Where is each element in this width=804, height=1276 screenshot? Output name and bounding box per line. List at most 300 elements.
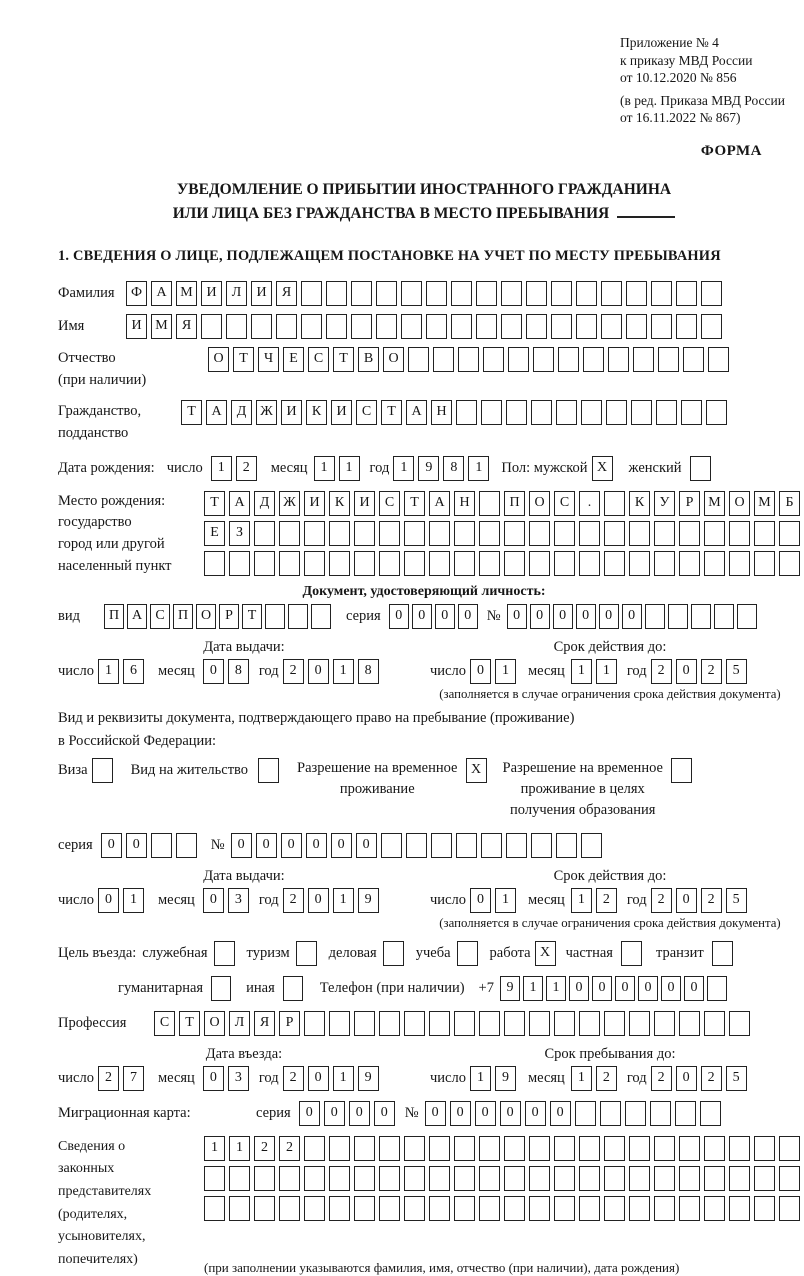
char-cell[interactable] [426, 314, 447, 339]
char-cell[interactable] [554, 551, 575, 576]
char-cell[interactable] [754, 551, 775, 576]
char-cell[interactable] [504, 521, 525, 546]
char-cell[interactable] [479, 1136, 500, 1161]
char-cell[interactable] [533, 347, 554, 372]
char-cell[interactable] [229, 1196, 250, 1221]
char-cell[interactable] [176, 833, 197, 858]
char-cell[interactable]: 2 [701, 888, 722, 913]
char-cell[interactable]: 0 [676, 1066, 697, 1091]
char-cell[interactable]: 0 [507, 604, 527, 629]
char-cell[interactable] [504, 1011, 525, 1036]
char-cell[interactable] [779, 1136, 800, 1161]
char-cell[interactable]: 1 [571, 659, 592, 684]
char-cell[interactable] [376, 281, 397, 306]
char-cell[interactable] [201, 314, 222, 339]
char-cell[interactable] [579, 1011, 600, 1036]
char-cell[interactable]: 0 [592, 976, 612, 1001]
char-cell[interactable] [329, 521, 350, 546]
char-cell[interactable] [254, 1196, 275, 1221]
char-cell[interactable]: 0 [458, 604, 478, 629]
char-cell[interactable] [654, 1011, 675, 1036]
char-cell[interactable] [404, 1136, 425, 1161]
char-cell[interactable] [301, 314, 322, 339]
char-cell[interactable] [326, 281, 347, 306]
char-cell[interactable] [526, 281, 547, 306]
char-cell[interactable]: 0 [126, 833, 147, 858]
char-cell[interactable] [476, 281, 497, 306]
char-cell[interactable] [526, 314, 547, 339]
char-cell[interactable] [429, 1196, 450, 1221]
char-cell[interactable]: 0 [299, 1101, 320, 1126]
char-cell[interactable] [668, 604, 688, 629]
char-cell[interactable] [451, 281, 472, 306]
char-cell[interactable] [479, 1196, 500, 1221]
char-cell[interactable] [329, 1136, 350, 1161]
char-cell[interactable]: 1 [211, 456, 232, 481]
char-cell[interactable] [304, 521, 325, 546]
char-cell[interactable]: 0 [356, 833, 377, 858]
char-cell[interactable] [504, 551, 525, 576]
char-cell[interactable]: 2 [254, 1136, 275, 1161]
char-cell[interactable] [679, 1011, 700, 1036]
char-cell[interactable]: И [281, 400, 302, 425]
char-cell[interactable] [712, 941, 733, 966]
char-cell[interactable]: И [354, 491, 375, 516]
char-cell[interactable] [304, 1136, 325, 1161]
char-cell[interactable]: А [151, 281, 172, 306]
char-cell[interactable] [379, 1136, 400, 1161]
char-cell[interactable] [704, 551, 725, 576]
char-cell[interactable]: 8 [228, 659, 249, 684]
char-cell[interactable]: 0 [622, 604, 642, 629]
char-cell[interactable]: 9 [495, 1066, 516, 1091]
char-cell[interactable] [575, 1101, 596, 1126]
char-cell[interactable] [454, 1011, 475, 1036]
char-cell[interactable]: Ж [279, 491, 300, 516]
char-cell[interactable] [354, 1136, 375, 1161]
char-cell[interactable]: 8 [358, 659, 379, 684]
char-cell[interactable] [706, 400, 727, 425]
char-cell[interactable] [629, 1136, 650, 1161]
char-cell[interactable] [404, 521, 425, 546]
char-cell[interactable]: Ч [258, 347, 279, 372]
char-cell[interactable]: 0 [550, 1101, 571, 1126]
char-cell[interactable]: 0 [450, 1101, 471, 1126]
char-cell[interactable] [604, 551, 625, 576]
char-cell[interactable]: 1 [123, 888, 144, 913]
char-cell[interactable] [279, 521, 300, 546]
char-cell[interactable]: О [196, 604, 216, 629]
char-cell[interactable] [675, 1101, 696, 1126]
char-cell[interactable]: Т [333, 347, 354, 372]
char-cell[interactable]: 2 [651, 659, 672, 684]
char-cell[interactable] [701, 281, 722, 306]
char-cell[interactable]: 0 [500, 1101, 521, 1126]
char-cell[interactable] [631, 400, 652, 425]
char-cell[interactable]: 1 [98, 659, 119, 684]
char-cell[interactable]: Д [231, 400, 252, 425]
char-cell[interactable] [704, 521, 725, 546]
char-cell[interactable] [608, 347, 629, 372]
char-cell[interactable] [454, 1136, 475, 1161]
char-cell[interactable]: 0 [374, 1101, 395, 1126]
char-cell[interactable] [679, 1196, 700, 1221]
char-cell[interactable]: И [304, 491, 325, 516]
char-cell[interactable] [329, 551, 350, 576]
char-cell[interactable]: К [329, 491, 350, 516]
char-cell[interactable]: 9 [418, 456, 439, 481]
char-cell[interactable] [714, 604, 734, 629]
char-cell[interactable] [604, 1136, 625, 1161]
char-cell[interactable]: Р [279, 1011, 300, 1036]
char-cell[interactable] [301, 281, 322, 306]
char-cell[interactable]: 1 [571, 1066, 592, 1091]
char-cell[interactable] [508, 347, 529, 372]
char-cell[interactable]: И [331, 400, 352, 425]
char-cell[interactable]: С [356, 400, 377, 425]
char-cell[interactable]: Л [229, 1011, 250, 1036]
char-cell[interactable]: И [126, 314, 147, 339]
char-cell[interactable]: 0 [101, 833, 122, 858]
char-cell[interactable] [454, 1166, 475, 1191]
char-cell[interactable] [681, 400, 702, 425]
char-cell[interactable] [354, 521, 375, 546]
char-cell[interactable]: 0 [530, 604, 550, 629]
char-cell[interactable]: 0 [661, 976, 681, 1001]
char-cell[interactable] [671, 758, 692, 783]
char-cell[interactable] [376, 314, 397, 339]
char-cell[interactable] [504, 1136, 525, 1161]
char-cell[interactable] [691, 604, 711, 629]
char-cell[interactable]: 2 [701, 1066, 722, 1091]
char-cell[interactable] [381, 833, 402, 858]
char-cell[interactable] [629, 1166, 650, 1191]
char-cell[interactable] [279, 551, 300, 576]
char-cell[interactable]: А [406, 400, 427, 425]
char-cell[interactable]: 0 [324, 1101, 345, 1126]
char-cell[interactable]: 1 [333, 1066, 354, 1091]
char-cell[interactable] [229, 1166, 250, 1191]
char-cell[interactable] [506, 400, 527, 425]
char-cell[interactable]: 7 [123, 1066, 144, 1091]
char-cell[interactable]: 8 [443, 456, 464, 481]
char-cell[interactable] [151, 833, 172, 858]
char-cell[interactable]: 0 [308, 1066, 329, 1091]
char-cell[interactable]: 1 [495, 888, 516, 913]
char-cell[interactable] [606, 400, 627, 425]
char-cell[interactable]: Т [204, 491, 225, 516]
char-cell[interactable]: 0 [203, 1066, 224, 1091]
char-cell[interactable] [429, 551, 450, 576]
char-cell[interactable] [558, 347, 579, 372]
char-cell[interactable] [554, 1196, 575, 1221]
char-cell[interactable] [554, 1011, 575, 1036]
char-cell[interactable] [431, 833, 452, 858]
char-cell[interactable]: Т [381, 400, 402, 425]
char-cell[interactable]: 2 [98, 1066, 119, 1091]
char-cell[interactable] [329, 1166, 350, 1191]
char-cell[interactable]: 0 [281, 833, 302, 858]
char-cell[interactable] [229, 551, 250, 576]
char-cell[interactable]: 1 [495, 659, 516, 684]
char-cell[interactable] [529, 1011, 550, 1036]
char-cell[interactable]: 9 [500, 976, 520, 1001]
char-cell[interactable] [708, 347, 729, 372]
char-cell[interactable] [704, 1166, 725, 1191]
char-cell[interactable] [554, 1136, 575, 1161]
char-cell[interactable]: 1 [468, 456, 489, 481]
char-cell[interactable] [679, 1166, 700, 1191]
char-cell[interactable]: П [104, 604, 124, 629]
char-cell[interactable] [651, 314, 672, 339]
char-cell[interactable] [629, 1196, 650, 1221]
char-cell[interactable]: 0 [308, 659, 329, 684]
char-cell[interactable] [579, 521, 600, 546]
char-cell[interactable]: А [127, 604, 147, 629]
char-cell[interactable]: Т [233, 347, 254, 372]
char-cell[interactable] [529, 1196, 550, 1221]
char-cell[interactable] [531, 833, 552, 858]
char-cell[interactable] [579, 1136, 600, 1161]
char-cell[interactable] [551, 314, 572, 339]
char-cell[interactable] [506, 833, 527, 858]
char-cell[interactable] [476, 314, 497, 339]
char-cell[interactable] [754, 1166, 775, 1191]
char-cell[interactable] [211, 976, 231, 1001]
char-cell[interactable]: 9 [358, 1066, 379, 1091]
char-cell[interactable] [707, 976, 727, 1001]
char-cell[interactable] [779, 551, 800, 576]
char-cell[interactable] [456, 400, 477, 425]
char-cell[interactable] [779, 1166, 800, 1191]
char-cell[interactable] [454, 1196, 475, 1221]
char-cell[interactable] [579, 1196, 600, 1221]
char-cell[interactable] [204, 1196, 225, 1221]
char-cell[interactable]: Т [179, 1011, 200, 1036]
char-cell[interactable] [354, 1011, 375, 1036]
char-cell[interactable] [379, 1196, 400, 1221]
char-cell[interactable] [254, 521, 275, 546]
char-cell[interactable] [579, 1166, 600, 1191]
char-cell[interactable] [651, 281, 672, 306]
char-cell[interactable]: П [173, 604, 193, 629]
char-cell[interactable]: 2 [236, 456, 257, 481]
char-cell[interactable] [304, 551, 325, 576]
char-cell[interactable]: М [754, 491, 775, 516]
char-cell[interactable] [379, 521, 400, 546]
char-cell[interactable] [276, 314, 297, 339]
char-cell[interactable] [645, 604, 665, 629]
char-cell[interactable]: Ж [256, 400, 277, 425]
char-cell[interactable]: Я [176, 314, 197, 339]
char-cell[interactable] [583, 347, 604, 372]
char-cell[interactable]: Е [204, 521, 225, 546]
char-cell[interactable] [654, 1136, 675, 1161]
char-cell[interactable]: О [204, 1011, 225, 1036]
char-cell[interactable]: Н [454, 491, 475, 516]
char-cell[interactable] [704, 1011, 725, 1036]
char-cell[interactable] [479, 1011, 500, 1036]
char-cell[interactable]: X [592, 456, 613, 481]
char-cell[interactable]: С [150, 604, 170, 629]
char-cell[interactable]: И [201, 281, 222, 306]
char-cell[interactable] [626, 314, 647, 339]
char-cell[interactable] [451, 314, 472, 339]
char-cell[interactable] [604, 1196, 625, 1221]
char-cell[interactable] [214, 941, 235, 966]
char-cell[interactable]: И [251, 281, 272, 306]
char-cell[interactable]: П [504, 491, 525, 516]
char-cell[interactable] [654, 551, 675, 576]
char-cell[interactable] [479, 1166, 500, 1191]
char-cell[interactable]: 0 [349, 1101, 370, 1126]
char-cell[interactable]: 1 [314, 456, 335, 481]
char-cell[interactable] [579, 551, 600, 576]
char-cell[interactable] [604, 1011, 625, 1036]
char-cell[interactable] [658, 347, 679, 372]
char-cell[interactable] [700, 1101, 721, 1126]
char-cell[interactable]: 0 [256, 833, 277, 858]
char-cell[interactable] [326, 314, 347, 339]
char-cell[interactable] [354, 551, 375, 576]
char-cell[interactable] [633, 347, 654, 372]
char-cell[interactable]: С [308, 347, 329, 372]
char-cell[interactable]: Т [404, 491, 425, 516]
char-cell[interactable]: X [466, 758, 487, 783]
char-cell[interactable] [379, 1011, 400, 1036]
char-cell[interactable]: 0 [203, 888, 224, 913]
char-cell[interactable]: 2 [701, 659, 722, 684]
char-cell[interactable]: Р [219, 604, 239, 629]
char-cell[interactable]: 2 [596, 888, 617, 913]
char-cell[interactable] [354, 1166, 375, 1191]
char-cell[interactable] [279, 1196, 300, 1221]
char-cell[interactable] [551, 281, 572, 306]
char-cell[interactable] [401, 314, 422, 339]
char-cell[interactable]: А [429, 491, 450, 516]
char-cell[interactable] [383, 941, 404, 966]
char-cell[interactable] [296, 941, 317, 966]
char-cell[interactable]: 9 [358, 888, 379, 913]
char-cell[interactable]: М [151, 314, 172, 339]
char-cell[interactable] [704, 1196, 725, 1221]
char-cell[interactable]: 0 [425, 1101, 446, 1126]
char-cell[interactable]: 0 [389, 604, 409, 629]
char-cell[interactable] [456, 833, 477, 858]
char-cell[interactable] [690, 456, 711, 481]
char-cell[interactable] [626, 281, 647, 306]
char-cell[interactable]: Я [276, 281, 297, 306]
char-cell[interactable]: О [729, 491, 750, 516]
char-cell[interactable] [304, 1196, 325, 1221]
char-cell[interactable] [258, 758, 279, 783]
char-cell[interactable] [401, 281, 422, 306]
char-cell[interactable]: 0 [638, 976, 658, 1001]
char-cell[interactable] [251, 314, 272, 339]
char-cell[interactable]: 2 [651, 1066, 672, 1091]
char-cell[interactable]: 0 [553, 604, 573, 629]
char-cell[interactable] [531, 400, 552, 425]
char-cell[interactable]: В [358, 347, 379, 372]
char-cell[interactable] [404, 551, 425, 576]
char-cell[interactable] [304, 1011, 325, 1036]
char-cell[interactable]: Т [242, 604, 262, 629]
char-cell[interactable]: 3 [228, 1066, 249, 1091]
char-cell[interactable] [729, 521, 750, 546]
char-cell[interactable] [454, 521, 475, 546]
char-cell[interactable] [650, 1101, 671, 1126]
char-cell[interactable] [265, 604, 285, 629]
char-cell[interactable] [379, 1166, 400, 1191]
char-cell[interactable] [581, 400, 602, 425]
char-cell[interactable]: М [176, 281, 197, 306]
char-cell[interactable] [676, 281, 697, 306]
char-cell[interactable] [729, 1011, 750, 1036]
char-cell[interactable] [556, 833, 577, 858]
char-cell[interactable]: 0 [98, 888, 119, 913]
char-cell[interactable]: 5 [726, 659, 747, 684]
char-cell[interactable] [92, 758, 113, 783]
char-cell[interactable] [654, 1166, 675, 1191]
char-cell[interactable] [408, 347, 429, 372]
char-cell[interactable] [406, 833, 427, 858]
char-cell[interactable] [581, 833, 602, 858]
char-cell[interactable]: Т [181, 400, 202, 425]
char-cell[interactable] [604, 491, 625, 516]
char-cell[interactable] [279, 1166, 300, 1191]
char-cell[interactable] [404, 1196, 425, 1221]
char-cell[interactable] [429, 1136, 450, 1161]
char-cell[interactable]: Н [431, 400, 452, 425]
char-cell[interactable] [621, 941, 642, 966]
char-cell[interactable] [429, 1166, 450, 1191]
char-cell[interactable] [676, 314, 697, 339]
char-cell[interactable]: О [383, 347, 404, 372]
char-cell[interactable] [529, 521, 550, 546]
char-cell[interactable]: Д [254, 491, 275, 516]
char-cell[interactable] [454, 551, 475, 576]
char-cell[interactable]: 1 [229, 1136, 250, 1161]
char-cell[interactable] [576, 281, 597, 306]
char-cell[interactable]: . [579, 491, 600, 516]
char-cell[interactable]: 1 [571, 888, 592, 913]
char-cell[interactable] [601, 314, 622, 339]
char-cell[interactable]: К [629, 491, 650, 516]
char-cell[interactable] [625, 1101, 646, 1126]
char-cell[interactable] [426, 281, 447, 306]
char-cell[interactable] [529, 551, 550, 576]
char-cell[interactable]: А [229, 491, 250, 516]
char-cell[interactable] [604, 1166, 625, 1191]
char-cell[interactable] [556, 400, 577, 425]
char-cell[interactable] [737, 604, 757, 629]
char-cell[interactable]: Р [679, 491, 700, 516]
char-cell[interactable]: 2 [279, 1136, 300, 1161]
char-cell[interactable] [204, 551, 225, 576]
char-cell[interactable]: 1 [523, 976, 543, 1001]
char-cell[interactable]: Б [779, 491, 800, 516]
char-cell[interactable] [679, 521, 700, 546]
char-cell[interactable]: 0 [412, 604, 432, 629]
char-cell[interactable] [479, 521, 500, 546]
char-cell[interactable] [254, 1166, 275, 1191]
char-cell[interactable]: А [206, 400, 227, 425]
char-cell[interactable] [404, 1011, 425, 1036]
char-cell[interactable]: 1 [204, 1136, 225, 1161]
char-cell[interactable] [479, 491, 500, 516]
char-cell[interactable]: 2 [596, 1066, 617, 1091]
char-cell[interactable] [600, 1101, 621, 1126]
